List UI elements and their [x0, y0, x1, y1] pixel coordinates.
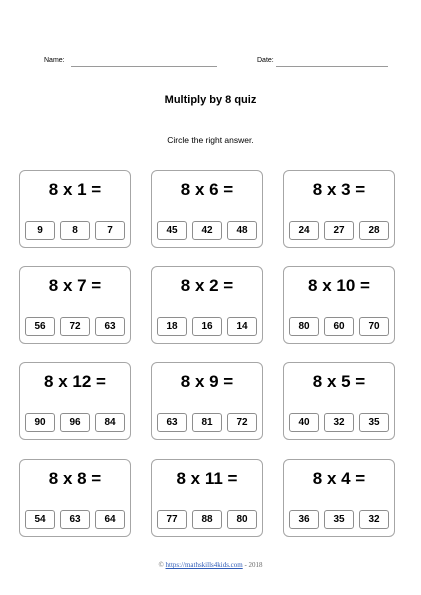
answer-options [20, 317, 130, 336]
answer-option[interactable]: 42 [192, 221, 222, 240]
question-text: 8 x 10 = [308, 276, 370, 295]
answer-options [284, 221, 394, 240]
answer-option[interactable]: 72 [227, 413, 257, 432]
answer-option[interactable]: 54 [25, 510, 55, 529]
answer-option[interactable]: 77 [157, 510, 187, 529]
question-text: 8 x 6 = [180, 180, 234, 199]
date-label: Date: [257, 57, 274, 64]
question-text: 8 x 11 = [176, 469, 238, 488]
footer [0, 561, 421, 569]
date-field-line[interactable] [276, 66, 388, 67]
answer-option[interactable]: 7 [95, 221, 125, 240]
answer-option[interactable]: 24 [289, 221, 319, 240]
answer-option[interactable]: 56 [25, 317, 55, 336]
name-label: Name: [44, 57, 65, 64]
footer-year: - 2018 [242, 561, 263, 569]
answer-option[interactable]: 14 [227, 317, 257, 336]
answer-option[interactable]: 80 [289, 317, 319, 336]
answer-option[interactable]: 8 [60, 221, 90, 240]
answer-option[interactable]: 72 [60, 317, 90, 336]
answer-option[interactable]: 27 [324, 221, 354, 240]
question-text: 8 x 2 = [180, 276, 234, 295]
question-card [19, 170, 131, 248]
answer-option[interactable]: 35 [359, 413, 389, 432]
answer-option[interactable]: 9 [25, 221, 55, 240]
answer-option[interactable]: 32 [324, 413, 354, 432]
answer-options [152, 510, 262, 529]
name-field-line[interactable] [71, 66, 217, 67]
instruction-text: Circle the right answer. [167, 135, 254, 145]
answer-options [20, 510, 130, 529]
answer-option[interactable]: 35 [324, 510, 354, 529]
answer-option[interactable]: 63 [95, 317, 125, 336]
answer-option[interactable]: 16 [192, 317, 222, 336]
answer-option[interactable]: 80 [227, 510, 257, 529]
answer-option[interactable]: 90 [25, 413, 55, 432]
answer-options [152, 221, 262, 240]
answer-option[interactable]: 40 [289, 413, 319, 432]
answer-option[interactable]: 84 [95, 413, 125, 432]
question-card [19, 266, 131, 344]
question-card [283, 459, 395, 537]
question-text: 8 x 4 = [312, 469, 366, 488]
answer-options [152, 317, 262, 336]
question-text: 8 x 9 = [180, 372, 234, 391]
question-card [151, 459, 263, 537]
answer-options [284, 510, 394, 529]
answer-option[interactable]: 70 [359, 317, 389, 336]
question-card [19, 362, 131, 440]
answer-option[interactable]: 36 [289, 510, 319, 529]
answer-option[interactable]: 45 [157, 221, 187, 240]
answer-option[interactable]: 28 [359, 221, 389, 240]
answer-option[interactable]: 60 [324, 317, 354, 336]
question-card [151, 266, 263, 344]
page-title: Multiply by 8 quiz [164, 94, 257, 106]
answer-option[interactable]: 63 [157, 413, 187, 432]
question-text: 8 x 8 = [48, 469, 102, 488]
question-card [283, 266, 395, 344]
question-text: 8 x 7 = [48, 276, 102, 295]
answer-option[interactable]: 18 [157, 317, 187, 336]
answer-options [20, 221, 130, 240]
answer-option[interactable]: 81 [192, 413, 222, 432]
question-card [151, 362, 263, 440]
answer-option[interactable]: 64 [95, 510, 125, 529]
question-text: 8 x 12 = [44, 372, 106, 391]
answer-option[interactable]: 48 [227, 221, 257, 240]
question-card [19, 459, 131, 537]
copyright-symbol: © [158, 561, 164, 569]
answer-option[interactable]: 88 [192, 510, 222, 529]
question-text: 8 x 1 = [48, 180, 102, 199]
question-text: 8 x 3 = [312, 180, 366, 199]
answer-options [20, 413, 130, 432]
question-card [283, 170, 395, 248]
question-text: 8 x 5 = [312, 372, 366, 391]
answer-option[interactable]: 32 [359, 510, 389, 529]
answer-option[interactable]: 96 [60, 413, 90, 432]
answer-options [152, 413, 262, 432]
question-card [283, 362, 395, 440]
question-card [151, 170, 263, 248]
website-link[interactable]: https://mathskills4kids.com [165, 561, 243, 569]
answer-options [284, 413, 394, 432]
answer-option[interactable]: 63 [60, 510, 90, 529]
answer-options [284, 317, 394, 336]
